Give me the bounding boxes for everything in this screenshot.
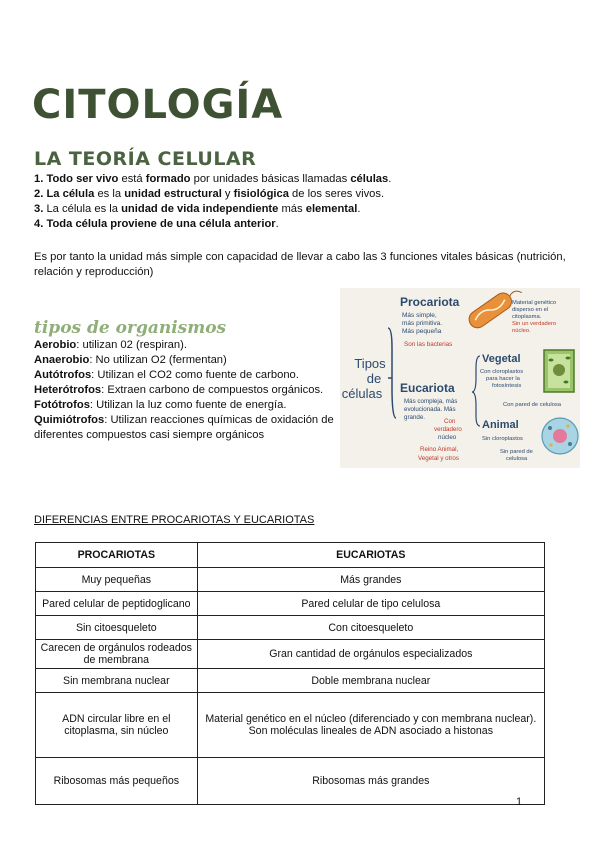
ani-desc-1: Sin cloroplastos (482, 436, 523, 442)
euc-desc-4: núcleo (438, 434, 457, 441)
principle-item: 4. Toda célula proviene de una célula anterior. (34, 218, 279, 230)
table-cell: Material genético en el núcleo (diferenciado y con membrana nuclear). Son moléculas lineales de ADN asociado a histonas (197, 693, 544, 758)
table-row (36, 758, 545, 805)
table-row (36, 592, 545, 616)
table-cell: Más grandes (197, 568, 544, 592)
comparison-table (35, 542, 545, 805)
organism-item: Quimiótrofos: Utilizan reacciones químicas de oxidación de diferentes compuestos casi siempre orgánicos (34, 414, 334, 441)
table-section-title: DIFERENCIAS ENTRE PROCARIOTAS Y EUCARIOTAS (34, 514, 315, 526)
organism-item: Autótrofos: Utilizan el CO2 como fuente de carbono. (34, 369, 299, 381)
pro-note: Son las bacterias (404, 341, 453, 348)
ani-desc-2: Sin pared de (500, 449, 533, 455)
animal-cell-icon (542, 418, 578, 454)
table-row (36, 616, 545, 640)
pro-side-4: Sin un verdadero (512, 321, 557, 327)
column-header: PROCARIOTAS (36, 543, 198, 568)
principle-item: 3. La célula es la unidad de vida independiente más elemental. (34, 203, 361, 215)
organism-item: Fotótrofos: Utilizan la luz como fuente de energía. (34, 399, 287, 411)
table-row (36, 640, 545, 669)
table-cell: Carecen de orgánulos rodeados de membrana (36, 640, 198, 669)
pro-desc-2: más primitiva. (402, 320, 443, 327)
euc-title: Eucariota (400, 381, 455, 395)
euc-red-4: Vegetal y otros (418, 455, 459, 462)
ani-title: Animal (482, 419, 519, 431)
table-cell: Con citoesqueleto (197, 616, 544, 640)
diagram-root-1: Tipos (354, 356, 386, 371)
veg-title: Vegetal (482, 353, 521, 365)
page-title: CITOLOGÍA (32, 82, 284, 128)
pro-desc-1: Más simple, (402, 312, 437, 319)
pro-title: Procariota (400, 295, 460, 309)
pro-side-5: núcleo. (512, 328, 531, 334)
pro-side-3: citoplasma. (512, 314, 542, 320)
table-cell: Gran cantidad de orgánulos especializados (197, 640, 544, 669)
table-cell: Pared celular de tipo celulosa (197, 592, 544, 616)
ani-desc-3: celulosa (506, 456, 528, 462)
plant-cell-icon (544, 350, 574, 392)
organism-item: Heterótrofos: Extraen carbono de compuestos orgánicos. (34, 384, 324, 396)
principle-item: 1. Todo ser vivo está formado por unidades básicas llamadas células. (34, 173, 392, 185)
organism-item: Anaerobio: No utilizan O2 (fermentan) (34, 354, 227, 366)
table-row (36, 568, 545, 592)
section-subtitle: LA TEORÍA CELULAR (34, 148, 257, 170)
veg-desc-1: Con cloroplastos (480, 369, 524, 375)
principle-item: 2. La célula es la unidad estructural y fisiológica de los seres vivos. (34, 188, 385, 200)
organisms-title: tipos de organismos (34, 318, 227, 338)
table-cell: Doble membrana nuclear (197, 669, 544, 693)
pro-side-1: Material genético (512, 300, 557, 306)
principles-list (34, 172, 391, 232)
veg-desc-3: fotosíntesis (492, 383, 522, 389)
euc-red-1: Con (444, 418, 456, 425)
table-cell: Pared celular de peptidoglicano (36, 592, 198, 616)
pro-desc-3: Más pequeña (402, 328, 442, 335)
diagram-root-2: de (366, 371, 382, 386)
table-cell: Ribosomas más pequeños (36, 758, 198, 805)
table-cell: Sin citoesqueleto (36, 616, 198, 640)
cell-types-diagram (340, 288, 580, 468)
diagram-root-3: células (341, 386, 383, 401)
table-row (36, 693, 545, 758)
organism-item: Aerobio: utilizan 02 (respiran). (34, 339, 187, 351)
euc-desc-3: grande. (404, 414, 425, 421)
veg-wall: Con pared de celulosa (503, 402, 562, 408)
table-cell: Ribosomas más grandes (197, 758, 544, 805)
table-cell: Muy pequeñas (36, 568, 198, 592)
euc-red-3: Reino Animal, (420, 446, 459, 453)
euc-desc-2: evolucionada. Más (404, 406, 456, 413)
pro-side-2: disperso en el (512, 307, 549, 313)
intro-paragraph: Es por tanto la unidad más simple con capacidad de llevar a cabo las 3 funciones vitales básicas (nutrición, relación y reproducción) (34, 251, 566, 278)
table-cell: Sin membrana nuclear (36, 669, 198, 693)
euc-desc-1: Más compleja, más (404, 398, 458, 405)
table-cell: ADN circular libre en el citoplasma, sin núcleo (36, 693, 198, 758)
organisms-list (34, 338, 352, 443)
veg-desc-2: para hacer la (486, 376, 520, 382)
page-number: 1 (516, 796, 523, 808)
table-row (36, 669, 545, 693)
euc-red-2: verdadero (434, 426, 462, 433)
column-header: EUCARIOTAS (197, 543, 544, 568)
table-header-row (36, 543, 545, 568)
